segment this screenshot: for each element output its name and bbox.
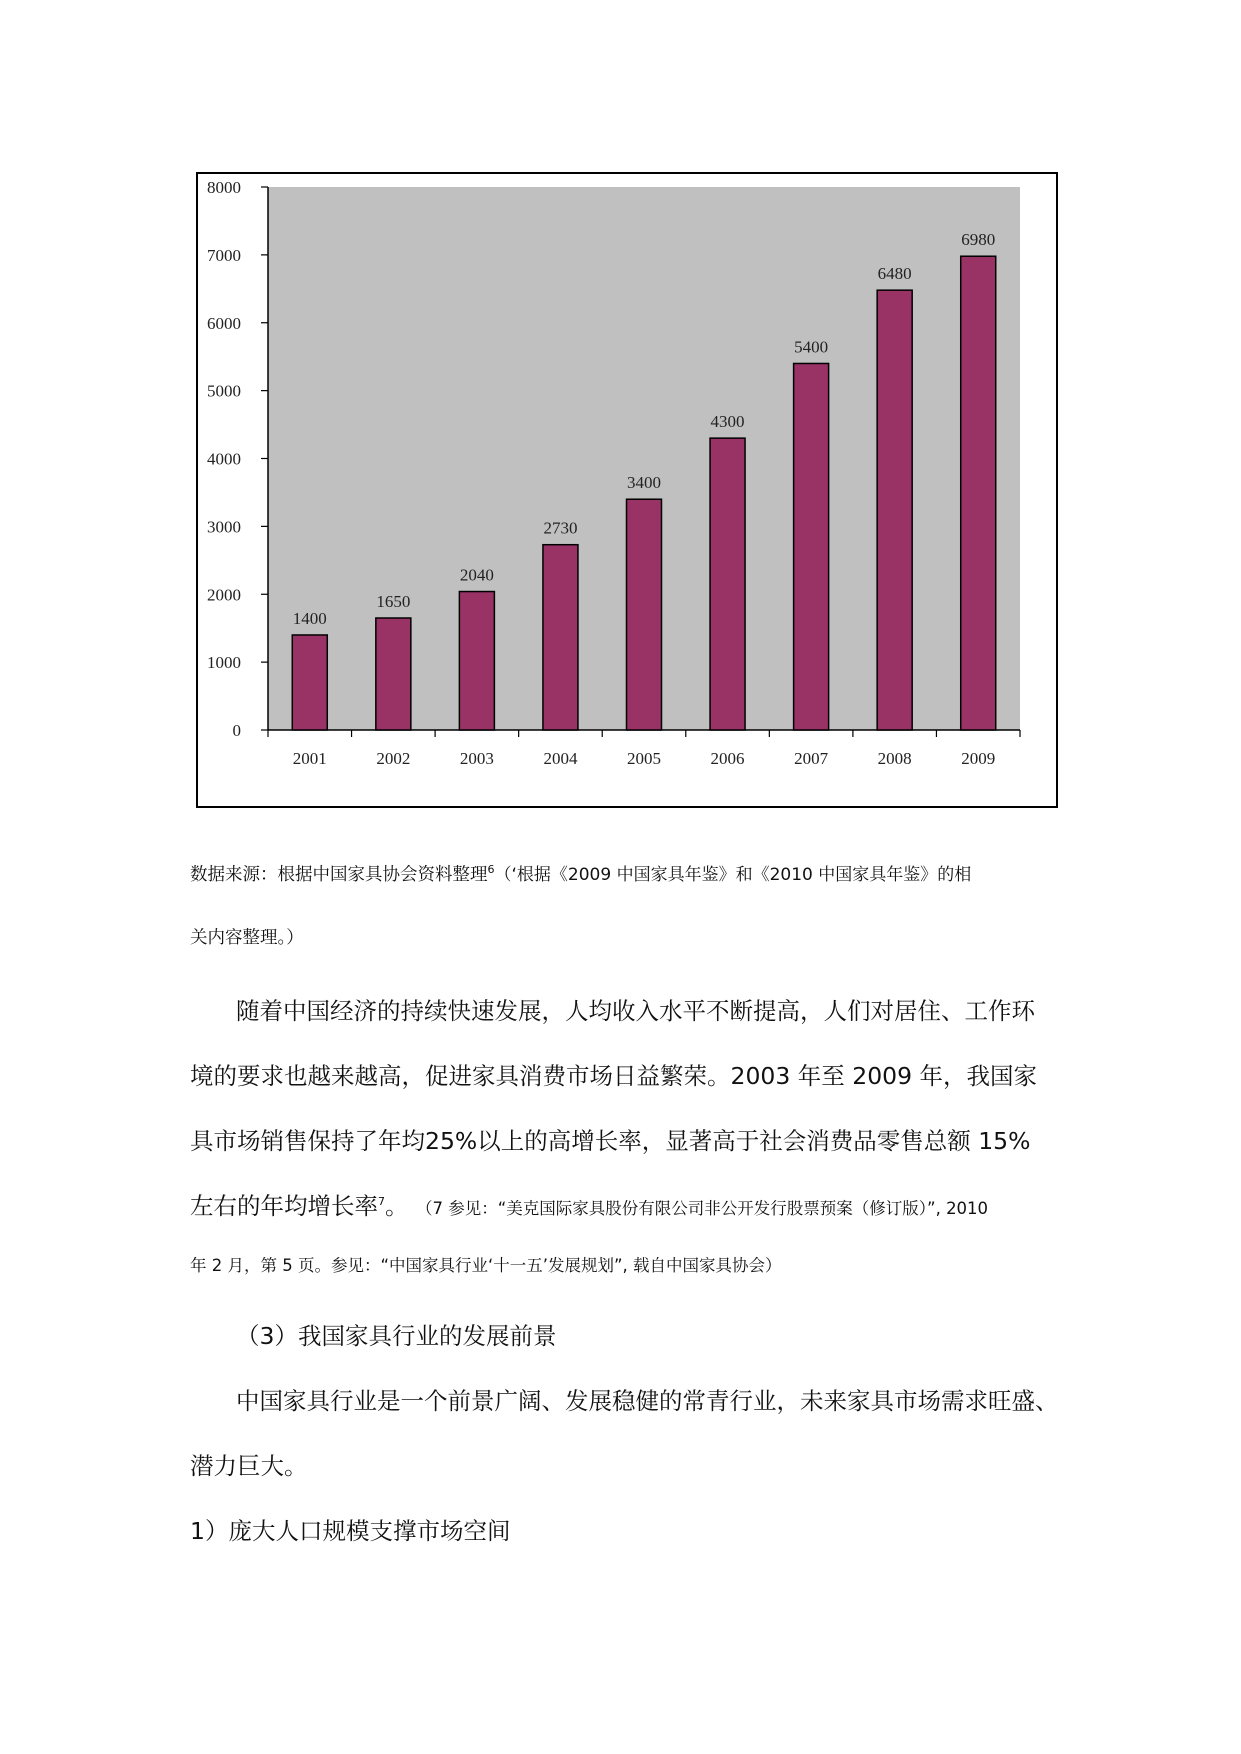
data-label: 2730 [543, 518, 578, 538]
para2-line1: 中国家具行业是一个前景广阔、发展稳健的常青行业，未来家具市场需求旺盛、 [236, 1387, 1059, 1415]
para1-line4-end: 。 [385, 1192, 409, 1220]
x-tick-label: 2004 [543, 749, 578, 768]
para1-line4 [190, 1187, 988, 1221]
x-tick-label: 2006 [710, 749, 745, 768]
caption-footnote-mark: 6 [487, 863, 495, 877]
heading-item-1: 1）庞大人口规模支撑市场空间 [190, 1517, 511, 1545]
bar-chart [198, 174, 1056, 806]
para1-line2: 境的要求也越来越高，促进家具消费市场日益繁荣。2003 年至 2009 年，我国家 [190, 1062, 1038, 1090]
data-label: 4300 [710, 412, 745, 432]
y-tick-label: 7000 [207, 245, 241, 265]
caption-line-2: 关内容整理。） [190, 928, 304, 948]
y-tick-label: 1000 [207, 653, 241, 673]
bar [459, 592, 494, 730]
para2-line2: 潜力巨大。 [190, 1452, 308, 1480]
x-tick-label: 2001 [292, 749, 327, 768]
para1-footnote-mark: 7 [378, 1195, 385, 1209]
para1-line1: 随着中国经济的持续快速发展，人均收入水平不断提高，人们对居住、工作环 [236, 997, 1035, 1025]
x-tick-label: 2002 [376, 749, 411, 768]
data-label: 1400 [292, 608, 327, 628]
chart-source-caption [190, 860, 971, 886]
y-tick-label: 0 [232, 721, 241, 740]
x-tick-label: 2008 [877, 749, 912, 768]
bar [877, 290, 912, 730]
bar [794, 363, 829, 730]
data-label: 1650 [376, 592, 411, 612]
y-tick-label: 2000 [207, 585, 241, 605]
bar [376, 618, 411, 730]
data-label: 6480 [877, 264, 912, 284]
section-heading-3: （3）我国家具行业的发展前景 [236, 1322, 557, 1350]
bar [543, 545, 578, 730]
bar [292, 635, 327, 730]
y-tick-label: 6000 [207, 313, 241, 333]
y-tick-label: 4000 [207, 449, 241, 469]
y-tick-label: 5000 [207, 381, 241, 401]
x-tick-label: 2009 [961, 749, 996, 768]
caption-footnote: （‘根据《2009 中国家具年鉴》和《2010 中国家具年鉴》的相 [494, 865, 972, 885]
para1-footnote: （7 参见：“美克国际家具股份有限公司非公开发行股票预案（修订版）”, 2010 [415, 1199, 989, 1218]
x-tick-label: 2003 [459, 749, 494, 768]
y-tick-label: 3000 [207, 517, 241, 537]
bar [961, 256, 996, 730]
x-tick-label: 2005 [627, 749, 661, 768]
data-label: 6980 [961, 230, 996, 250]
y-tick-label: 8000 [207, 178, 241, 197]
x-tick-label: 2007 [794, 749, 829, 768]
data-label: 5400 [794, 337, 829, 357]
chart-frame [196, 172, 1058, 808]
para1-footnote-line2: 年 2 月，第 5 页。参见：“中国家具行业‘十一五’发展规划”, 载自中国家具协会） [190, 1256, 782, 1275]
data-label: 2040 [459, 565, 494, 585]
bar [710, 438, 745, 730]
para1-line3: 具市场销售保持了年均25%以上的高增长率，显著高于社会消费品零售总额 15% [190, 1127, 1031, 1155]
para1-line4-text: 左右的年均增长率 [190, 1192, 378, 1220]
data-label: 3400 [627, 473, 661, 493]
bar [627, 499, 662, 730]
caption-source: 数据来源：根据中国家具协会资料整理 [190, 865, 488, 885]
